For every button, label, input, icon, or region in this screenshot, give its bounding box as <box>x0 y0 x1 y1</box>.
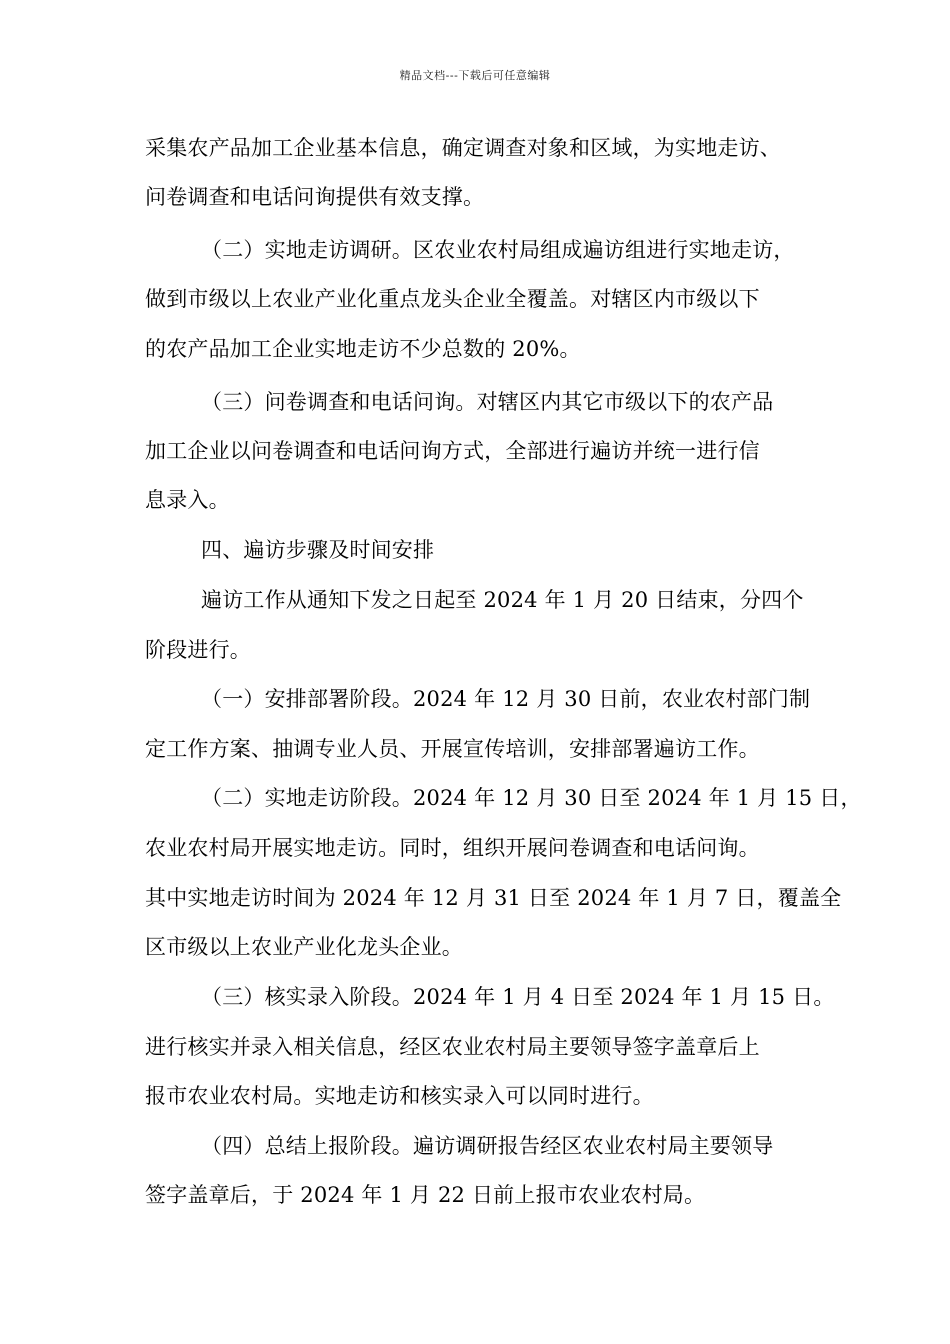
body-line: 报市农业农村局。实地走访和核实录入可以同时进行。 <box>145 1084 654 1108</box>
body-line: 的农产品加工企业实地走访不少总数的 20%。 <box>145 337 581 361</box>
body-line: 区市级以上农业产业化龙头企业。 <box>145 935 463 959</box>
body-line: 做到市级以上农业产业化重点龙头企业全覆盖。对辖区内市级以下 <box>145 287 760 311</box>
body-line: （四）总结上报阶段。遍访调研报告经区农业农村局主要领导 <box>201 1134 774 1158</box>
body-line: 农业农村局开展实地走访。同时，组织开展问卷调查和电话问询。 <box>145 836 760 860</box>
body-line: （三）问卷调查和电话问询。对辖区内其它市级以下的农产品 <box>201 390 774 414</box>
page-header: 精品文档---下载后可任意编辑 <box>399 69 551 82</box>
body-line: 阶段进行。 <box>145 638 251 662</box>
body-line: 遍访工作从通知下发之日起至 2024 年 1 月 20 日结束，分四个 <box>201 588 804 612</box>
body-line: 四、遍访步骤及时间安排 <box>201 538 435 562</box>
body-line: 进行核实并录入相关信息，经区农业农村局主要领导签字盖章后上 <box>145 1035 760 1059</box>
body-line: 问卷调查和电话问询提供有效支撑。 <box>145 185 485 209</box>
body-line: 签字盖章后，于 2024 年 1 月 22 日前上报市农业农村局。 <box>145 1183 706 1207</box>
body-line: （三）核实录入阶段。2024 年 1 月 4 日至 2024 年 1 月 15 日。 <box>201 985 835 1009</box>
body-line: 定工作方案、抽调专业人员、开展宣传培训，安排部署遍访工作。 <box>145 737 760 761</box>
body-line: 采集农产品加工企业基本信息，确定调查对象和区域，为实地走访、 <box>145 136 781 160</box>
body-line: 加工企业以问卷调查和电话问询方式，全部进行遍访并统一进行信 <box>145 439 760 463</box>
body-line: （一）安排部署阶段。2024 年 12 月 30 日前，农业农村部门制 <box>201 687 811 711</box>
body-line: 息录入。 <box>145 488 230 512</box>
body-line: （二）实地走访调研。区农业农村局组成遍访组进行实地走访， <box>201 238 795 262</box>
body-line: 其中实地走访时间为 2024 年 12 月 31 日至 2024 年 1 月 7 日，覆盖全 <box>145 886 842 910</box>
body-line: （二）实地走访阶段。2024 年 12 月 30 日至 2024 年 1 月 15 日， <box>201 786 862 810</box>
